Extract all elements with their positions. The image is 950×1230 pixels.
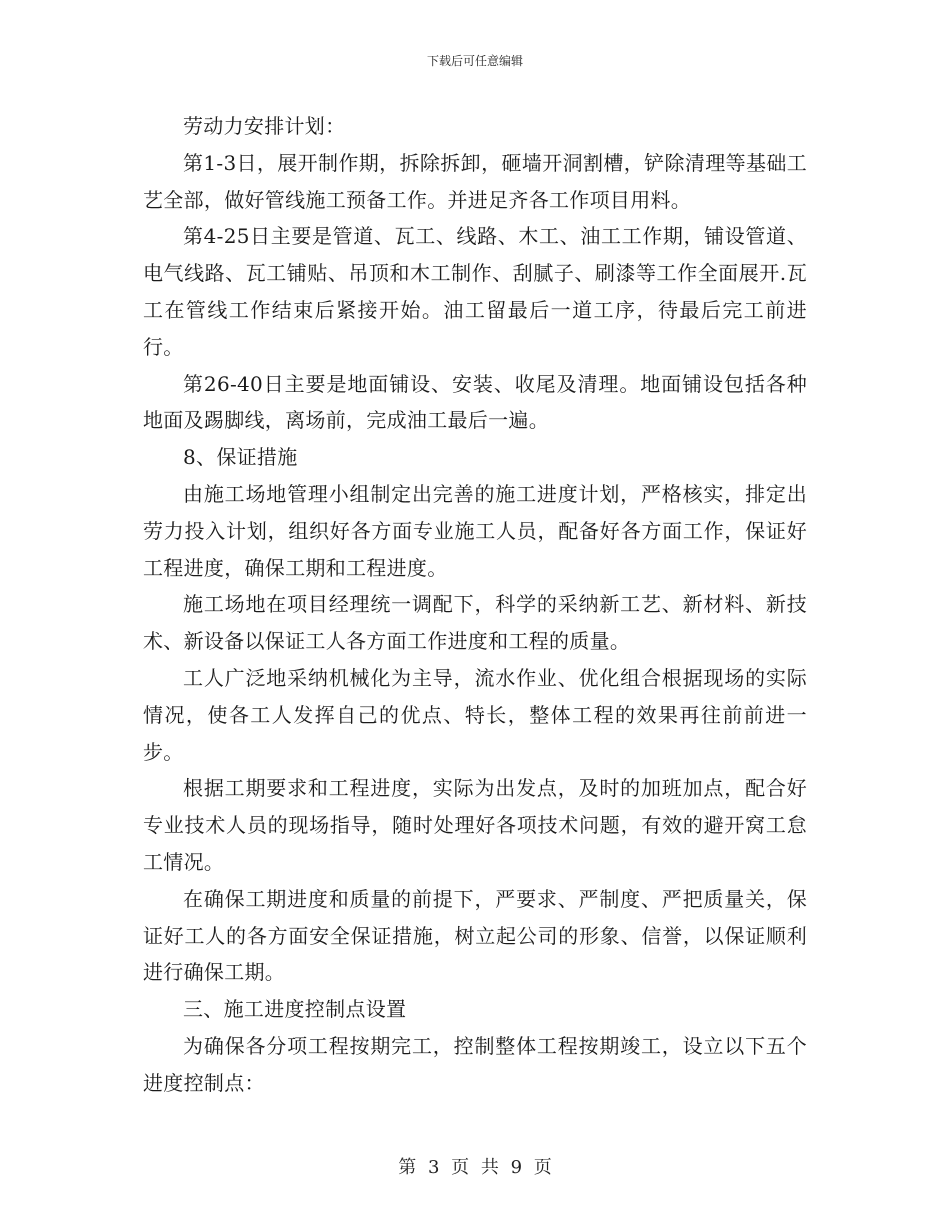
paragraph-new-technology: 施工场地在项目经理统一调配下，科学的采纳新工艺、新材料、新技术、新设备以保证工人各方面工作进度和工程的质量。 — [143, 592, 807, 654]
section-heading-control-points: 三、施工进度控制点设置 — [183, 997, 407, 1022]
paragraph-mechanization: 工人广泛地采纳机械化为主导，流水作业、优化组合根据现场的实际情况，使各工人发挥自己的优点、特长，整体工程的效果再往前前进一步。 — [143, 665, 807, 764]
footer-total-pages: 9 — [510, 1157, 523, 1178]
paragraph-schedule-plan: 由施工场地管理小组制定出完善的施工进度计划，严格核实，排定出劳力投入计划，组织好各方面专业施工人员，配备好各方面工作，保证好工程进度，确保工期和工程进度。 — [143, 481, 807, 580]
section-heading-guarantee-measures: 8、保证措施 — [183, 445, 298, 470]
footer-current-page: 3 — [427, 1157, 440, 1178]
paragraph-overtime: 根据工期要求和工程进度，实际为出发点，及时的加班加点，配合好专业技术人员的现场指导，随时处理好各项技术问题，有效的避开窝工怠工情况。 — [143, 776, 807, 874]
paragraph-safety: 在确保工期进度和质量的前提下，严要求、严制度、严把质量关，保证好工人的各方面安全保证措施，树立起公司的形象、信誉，以保证顺利进行确保工期。 — [143, 886, 807, 985]
paragraph-days-4-25: 第4-25日主要是管道、瓦工、线路、木工、油工工作期，铺设管道、电气线路、瓦工铺贴、吊顶和木工制作、刮腻子、刷漆等工作全面展开.瓦工在管线工作结束后紧接开始。油工留最后一道工序，待最后完工前进行。 — [143, 224, 807, 359]
footer-total-word: 共 — [480, 1157, 499, 1178]
document-body — [143, 108, 807, 1102]
paragraph-labor-plan-heading: 劳动力安排计划： — [183, 114, 346, 138]
footer-suffix: 页 — [533, 1157, 552, 1178]
page-header-note: 下载后可任意编辑 — [426, 54, 523, 68]
footer-page-word: 页 — [451, 1157, 470, 1178]
paragraph-days-26-40: 第26-40日主要是地面铺设、安装、收尾及清理。地面铺设包括各种地面及踢脚线，离场前，完成油工最后一遍。 — [143, 371, 807, 433]
footer-prefix: 第 — [398, 1157, 417, 1178]
page-number-footer — [0, 1153, 950, 1179]
paragraph-control-points-intro: 为确保各分项工程按期完工，控制整体工程按期竣工，设立以下五个进度控制点： — [143, 1033, 807, 1095]
paragraph-days-1-3: 第1-3日，展开制作期，拆除拆卸，砸墙开洞割槽，铲除清理等基础工艺全部，做好管线施工预备工作。并进足齐各工作项目用料。 — [143, 150, 807, 212]
